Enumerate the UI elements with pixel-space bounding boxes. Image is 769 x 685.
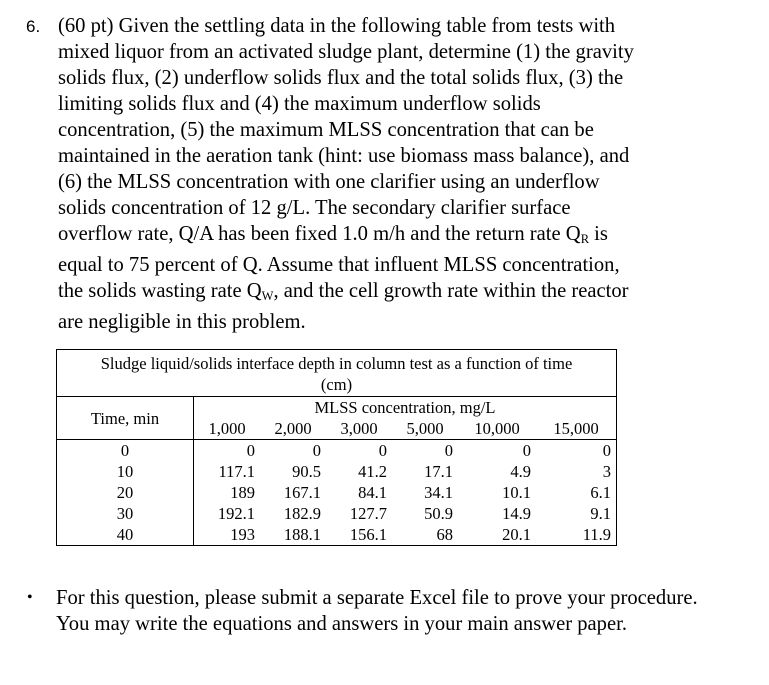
data-cell: 84.1: [358, 483, 387, 502]
subscript-w: W: [261, 289, 274, 303]
time-cell: 0: [57, 440, 194, 462]
question-line: are negligible in this problem.: [58, 311, 306, 333]
table-row: [57, 440, 617, 462]
data-cell: 34.1: [424, 483, 453, 502]
question-line: [58, 221, 658, 252]
time-cell: 20: [57, 482, 194, 503]
data-cell: 167.1: [283, 483, 321, 502]
question-line: maintained in the aeration tank (hint: use biomass mass balance), and: [58, 145, 630, 167]
concentration-header: 2,000: [260, 418, 326, 440]
data-cell: 0: [312, 441, 321, 460]
table-row: [57, 503, 617, 524]
data-cell: 9.1: [536, 503, 617, 524]
note-line: For this question, please submit a separate Excel file to prove your procedure.: [56, 587, 698, 609]
concentration-header: 15,000: [536, 418, 617, 440]
note-line: You may write the equations and answers in your main answer paper.: [56, 613, 627, 635]
line-text: , and the cell growth rate within the reactor: [273, 280, 629, 302]
bullet-icon: •: [27, 589, 33, 606]
question-line: solids flux, (2) underflow solids flux and the total solids flux, (3) the: [58, 67, 624, 89]
data-cell: 0: [246, 441, 255, 460]
question-line: limiting solids flux and (4) the maximum underflow solids: [58, 93, 541, 115]
data-cell: 189: [230, 483, 255, 502]
data-cell: 0: [536, 440, 617, 462]
line-text: overflow rate, Q/A has been fixed 1.0 m/h and the return rate Q: [58, 223, 581, 245]
data-cell: 192.1: [217, 504, 255, 523]
question-line: (60 pt) Given the settling data in the following table from tests with: [58, 15, 616, 37]
data-cell: 14.9: [502, 504, 531, 523]
data-cell: 10.1: [502, 483, 531, 502]
table-caption: [57, 350, 617, 397]
data-cell: 41.2: [358, 462, 387, 481]
table-row: [57, 461, 617, 482]
data-cell: 0: [444, 441, 453, 460]
concentration-header: 1,000: [194, 418, 261, 440]
time-cell: 30: [57, 503, 194, 524]
data-cell: 182.9: [283, 504, 321, 523]
note-text: [56, 585, 698, 637]
table-row: [57, 524, 617, 546]
time-header: Time, min: [57, 397, 194, 440]
data-cell: 156.1: [326, 524, 392, 546]
question-text: [58, 13, 658, 335]
question-line: [58, 278, 658, 309]
question-line: (6) the MLSS concentration with one clarifier using an underflow: [58, 171, 600, 193]
caption-line: (cm): [320, 375, 353, 394]
data-cell: 193: [194, 524, 261, 546]
caption-line: Sludge liquid/solids interface depth in column test as a function of time: [100, 354, 573, 373]
concentration-header: 3,000: [326, 418, 392, 440]
question-line: solids concentration of 12 g/L. The secondary clarifier surface: [58, 197, 571, 219]
data-cell: 0: [378, 441, 387, 460]
data-cell: 90.5: [292, 462, 321, 481]
question-line: mixed liquor from an activated sludge plant, determine (1) the gravity: [58, 41, 634, 63]
mlss-header: MLSS concentration, mg/L: [194, 397, 617, 419]
header-row: [57, 397, 617, 419]
data-cell: 4.9: [510, 462, 531, 481]
data-cell: 20.1: [458, 524, 536, 546]
data-cell: 3: [536, 461, 617, 482]
data-cell: 188.1: [260, 524, 326, 546]
subscript-r: R: [580, 232, 590, 246]
line-text: the solids wasting rate Q: [58, 280, 262, 302]
data-cell: 127.7: [349, 504, 387, 523]
question-line: equal to 75 percent of Q. Assume that influent MLSS concentration,: [58, 254, 620, 276]
data-cell: 0: [522, 441, 531, 460]
table-caption-row: [57, 350, 617, 397]
table-row: [57, 482, 617, 503]
data-cell: 50.9: [424, 504, 453, 523]
data-cell: 68: [392, 524, 458, 546]
question-block: [26, 13, 666, 335]
data-cell: 6.1: [536, 482, 617, 503]
concentration-header: 10,000: [458, 418, 536, 440]
time-cell: 40: [57, 524, 194, 546]
question-number: 6.: [26, 17, 41, 36]
question-line: concentration, (5) the maximum MLSS concentration that can be: [58, 119, 594, 141]
line-text: is: [589, 223, 608, 245]
data-cell: 117.1: [218, 462, 255, 481]
data-cell: 11.9: [536, 524, 617, 546]
submission-note: [27, 585, 727, 637]
concentration-header: 5,000: [392, 418, 458, 440]
data-cell: 17.1: [424, 462, 453, 481]
time-cell: 10: [57, 461, 194, 482]
settling-data-table: [56, 349, 617, 546]
